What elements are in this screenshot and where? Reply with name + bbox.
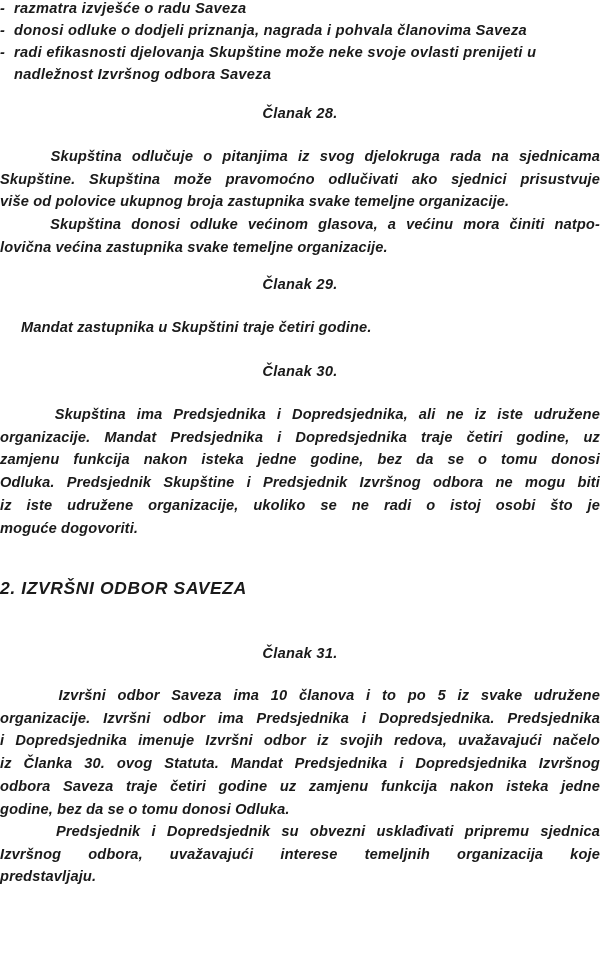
text-line: Skupštine. Skupština može pravomoćno odlučivati ako sjednici prisustvuje — [0, 171, 600, 188]
list-item-text: donosi odluke o dodjeli priznanja, nagrada i pohvala članovima Saveza — [14, 23, 527, 39]
section-title: 2. IZVRŠNI ODBOR SAVEZA — [0, 578, 247, 598]
article-28-heading: Članak 28. — [262, 106, 338, 122]
text-line: Skupština odlučuje o pitanjima iz svog djelokruga rada na sjednicama — [0, 149, 600, 165]
bullet-dash: - — [0, 1, 6, 17]
text-line: predstavljaju. — [0, 869, 97, 886]
article-28-paragraph-2 — [0, 214, 600, 259]
article-31-paragraph-1 — [0, 685, 600, 821]
text-line: Izvršnog odbora, uvažavajući interese temeljnih organizacija koje — [0, 846, 600, 863]
text-line: godine, bez da se o tomu donosi Odluka. — [0, 801, 290, 818]
text-line: Odluka. Predsjednik Skupštine i Predsjednik Izvršnog odbora ne mogu biti — [0, 475, 600, 492]
article-29-paragraph-1 — [0, 317, 600, 340]
article-31-heading: Članak 31. — [262, 646, 338, 662]
text-line: iz iste udružene organizacije, ukoliko se ne radi o istoj osobi što je — [0, 497, 600, 514]
text-line: Predsjednik i Dopredsjednik su obvezni usklađivati pripremu sjednica — [0, 824, 600, 840]
article-30-paragraph-1 — [0, 404, 600, 540]
text-line: Izvršni odbor Saveza ima 10 članova i to po 5 iz svake udružene — [0, 688, 600, 704]
list-item — [0, 42, 600, 86]
text-line: lovična većina zastupnika svake temeljne organizacije. — [0, 239, 388, 256]
text-line: zamjenu funkcija nakon isteka jedne godine, bez da se o tomu donosi — [0, 452, 600, 469]
article-30-heading: Članak 30. — [262, 364, 338, 380]
text-line: više od polovice ukupnog broja zastupnika svake temeljne organizacije. — [0, 194, 510, 211]
text-line: odbora Saveza traje četiri godine uz zamjenu funkcija nakon isteka jedne — [0, 778, 600, 795]
list-item-text: razmatra izvješće o radu Saveza — [14, 1, 247, 17]
article-28-paragraph-1 — [0, 146, 600, 214]
text-line: Mandat zastupnika u Skupštini traje četiri godine. — [0, 320, 372, 336]
text-line: organizacije. Mandat Predsjednika i Dopredsjednika traje četiri godine, uz — [0, 429, 600, 446]
bullet-list — [0, 0, 600, 86]
article-29-heading: Članak 29. — [262, 277, 338, 293]
bullet-dash: - — [0, 45, 6, 61]
text-line: moguće dogovoriti. — [0, 520, 139, 537]
text-line: Skupština ima Predsjednika i Dopredsjednika, ali ne iz iste udružene — [0, 407, 600, 423]
list-item — [0, 0, 600, 20]
text-line: organizacije. Izvršni odbor ima Predsjednika i Dopredsjednika. Predsjednika — [0, 710, 600, 727]
list-item — [0, 20, 600, 42]
text-line: i Dopredsjednika imenuje Izvršni odbor iz svojih redova, uvažavajući načelo — [0, 733, 600, 750]
list-item-text: nadležnost Izvršnog odbora Saveza — [14, 67, 272, 83]
article-31-paragraph-2 — [0, 821, 600, 889]
list-item-text: radi efikasnosti djelovanja Skupštine može neke svoje ovlasti prenijeti u — [14, 45, 537, 61]
text-line: Skupština donosi odluke većinom glasova, a većinu mora činiti natpo- — [0, 217, 600, 233]
bullet-dash: - — [0, 23, 6, 39]
text-line: iz Članka 30. ovog Statuta. Mandat Predsjednika i Dopredsjednika Izvršnog — [0, 756, 600, 773]
